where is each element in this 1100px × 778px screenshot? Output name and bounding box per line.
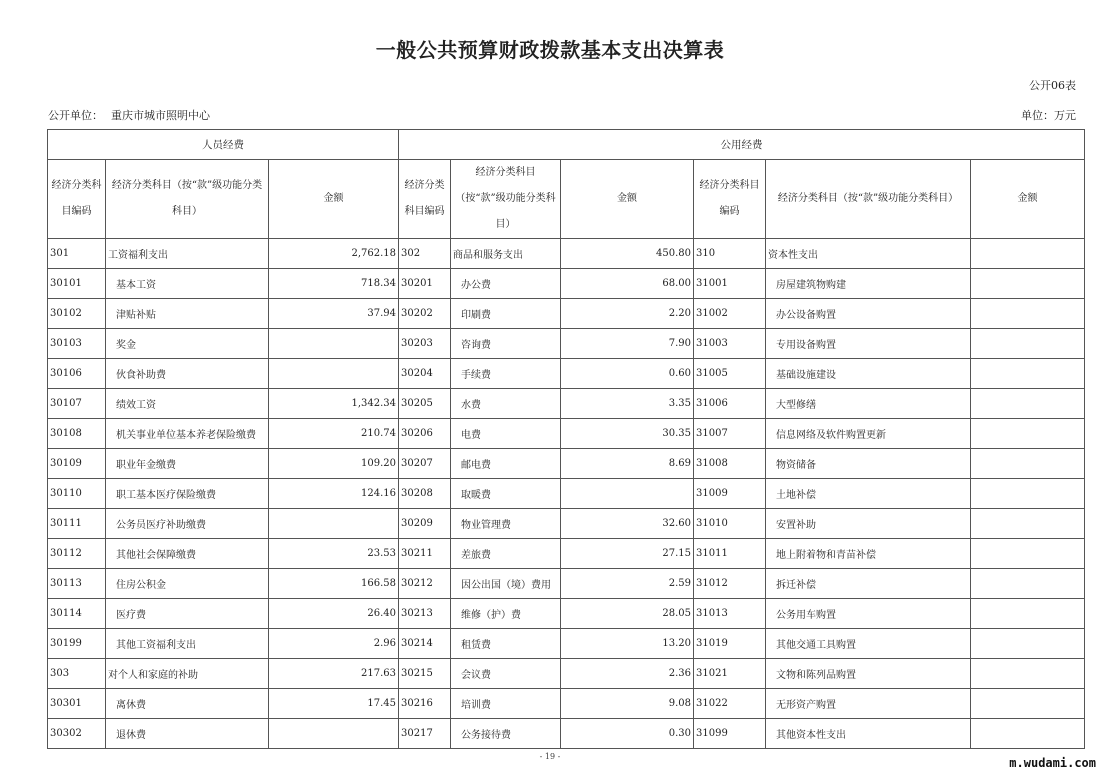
cell-goods-amount: 0.60 [561, 359, 694, 389]
table-row [48, 539, 1085, 569]
cell-personnel-name: 公务员医疗补助缴费 [106, 509, 269, 539]
cell-goods-amount: 2.59 [561, 569, 694, 599]
col-header-capital-amount: 金额 [971, 160, 1085, 239]
cell-goods-code: 30212 [399, 569, 451, 599]
cell-goods-name: 手续费 [451, 359, 561, 389]
cell-capital-name: 土地补偿 [766, 479, 971, 509]
cell-capital-name: 无形资产购置 [766, 689, 971, 719]
cell-capital-code: 31003 [694, 329, 766, 359]
cell-goods-amount: 68.00 [561, 269, 694, 299]
cell-goods-name: 水费 [451, 389, 561, 419]
cell-personnel-code: 30103 [48, 329, 106, 359]
cell-personnel-name: 伙食补助费 [106, 359, 269, 389]
cell-capital-name: 其他交通工具购置 [766, 629, 971, 659]
col-header-capital-name: 经济分类科目（按“款”级功能分类科目） [766, 160, 971, 239]
currency-unit: 单位：万元 [1021, 109, 1076, 122]
cell-personnel-code: 303 [48, 659, 106, 689]
cell-personnel-name: 离休费 [106, 689, 269, 719]
col-header-capital-code: 经济分类科目编码 [694, 160, 766, 239]
cell-capital-name: 房屋建筑物购建 [766, 269, 971, 299]
cell-capital-code: 31012 [694, 569, 766, 599]
cell-personnel-amount [269, 329, 399, 359]
reporting-unit [48, 107, 218, 123]
table-row [48, 629, 1085, 659]
cell-goods-code: 30207 [399, 449, 451, 479]
cell-goods-code: 30211 [399, 539, 451, 569]
table-row [48, 359, 1085, 389]
cell-capital-code: 31019 [694, 629, 766, 659]
cell-personnel-code: 30109 [48, 449, 106, 479]
cell-goods-name: 商品和服务支出 [451, 239, 561, 269]
cell-personnel-name: 其他工资福利支出 [106, 629, 269, 659]
cell-capital-name: 大型修缮 [766, 389, 971, 419]
cell-personnel-name: 津贴补贴 [106, 299, 269, 329]
cell-personnel-name: 奖金 [106, 329, 269, 359]
cell-goods-name: 办公费 [451, 269, 561, 299]
cell-capital-amount [971, 389, 1085, 419]
cell-goods-amount: 2.36 [561, 659, 694, 689]
cell-capital-amount [971, 689, 1085, 719]
cell-personnel-code: 30107 [48, 389, 106, 419]
cell-capital-name: 基础设施建设 [766, 359, 971, 389]
cell-goods-amount [561, 479, 694, 509]
cell-capital-code: 31099 [694, 719, 766, 749]
cell-capital-name: 信息网络及软件购置更新 [766, 419, 971, 449]
table-row [48, 569, 1085, 599]
cell-goods-name: 咨询费 [451, 329, 561, 359]
cell-capital-code: 31001 [694, 269, 766, 299]
page-title: 一般公共预算财政拨款基本支出决算表 [375, 38, 725, 62]
cell-capital-amount [971, 329, 1085, 359]
cell-goods-code: 30209 [399, 509, 451, 539]
cell-personnel-name: 退休费 [106, 719, 269, 749]
cell-capital-code: 31009 [694, 479, 766, 509]
cell-capital-name: 安置补助 [766, 509, 971, 539]
cell-goods-code: 30204 [399, 359, 451, 389]
cell-personnel-code: 30302 [48, 719, 106, 749]
table-row [48, 599, 1085, 629]
cell-capital-amount [971, 599, 1085, 629]
cell-goods-amount: 32.60 [561, 509, 694, 539]
cell-goods-amount: 2.20 [561, 299, 694, 329]
table-row [48, 299, 1085, 329]
cell-personnel-name: 对个人和家庭的补助 [106, 659, 269, 689]
cell-capital-amount [971, 449, 1085, 479]
cell-personnel-code: 30112 [48, 539, 106, 569]
cell-goods-code: 30214 [399, 629, 451, 659]
cell-personnel-amount: 2,762.18 [269, 239, 399, 269]
cell-capital-code: 31002 [694, 299, 766, 329]
cell-goods-code: 302 [399, 239, 451, 269]
cell-personnel-name: 其他社会保障缴费 [106, 539, 269, 569]
cell-capital-name: 其他资本性支出 [766, 719, 971, 749]
cell-personnel-name: 医疗费 [106, 599, 269, 629]
cell-goods-name: 培训费 [451, 689, 561, 719]
page-number: - 19 - [539, 752, 561, 761]
cell-personnel-code: 30101 [48, 269, 106, 299]
table-row [48, 689, 1085, 719]
cell-personnel-amount: 210.74 [269, 419, 399, 449]
cell-personnel-name: 工资福利支出 [106, 239, 269, 269]
cell-personnel-amount: 166.58 [269, 569, 399, 599]
col-header-personnel-amount: 金额 [269, 160, 399, 239]
cell-personnel-code: 30114 [48, 599, 106, 629]
cell-personnel-amount [269, 359, 399, 389]
cell-capital-code: 31010 [694, 509, 766, 539]
cell-capital-name: 公务用车购置 [766, 599, 971, 629]
cell-capital-code: 310 [694, 239, 766, 269]
cell-goods-name: 邮电费 [451, 449, 561, 479]
cell-personnel-amount: 217.63 [269, 659, 399, 689]
col-header-goods-code: 经济分类科目编码 [399, 160, 451, 239]
cell-capital-name: 物资储备 [766, 449, 971, 479]
cell-personnel-name: 职工基本医疗保险缴费 [106, 479, 269, 509]
col-header-goods-amount: 金额 [561, 160, 694, 239]
col-header-personnel-code: 经济分类科目编码 [48, 160, 106, 239]
cell-goods-code: 30206 [399, 419, 451, 449]
cell-personnel-code: 30108 [48, 419, 106, 449]
table-row [48, 479, 1085, 509]
column-header-row [48, 160, 1085, 239]
cell-goods-name: 印刷费 [451, 299, 561, 329]
cell-personnel-code: 30110 [48, 479, 106, 509]
cell-capital-amount [971, 419, 1085, 449]
cell-capital-amount [971, 299, 1085, 329]
table-row [48, 269, 1085, 299]
cell-goods-amount: 3.35 [561, 389, 694, 419]
cell-goods-code: 30202 [399, 299, 451, 329]
table-row [48, 239, 1085, 269]
cell-personnel-name: 职业年金缴费 [106, 449, 269, 479]
cell-personnel-amount: 26.40 [269, 599, 399, 629]
cell-personnel-code: 301 [48, 239, 106, 269]
cell-personnel-code: 30113 [48, 569, 106, 599]
col-header-goods-name: 经济分类科目（按“款”级功能分类科目） [451, 160, 561, 239]
cell-goods-amount: 13.20 [561, 629, 694, 659]
cell-personnel-amount: 17.45 [269, 689, 399, 719]
cell-goods-amount: 30.35 [561, 419, 694, 449]
group-public: 公用经费 [399, 130, 1085, 160]
cell-goods-name: 物业管理费 [451, 509, 561, 539]
table-row [48, 389, 1085, 419]
cell-capital-code: 31021 [694, 659, 766, 689]
table-row [48, 449, 1085, 479]
reporting-unit-label: 公开单位： [48, 109, 103, 122]
cell-capital-code: 31006 [694, 389, 766, 419]
cell-personnel-name: 基本工资 [106, 269, 269, 299]
cell-personnel-amount [269, 719, 399, 749]
cell-goods-name: 因公出国（境）费用 [451, 569, 561, 599]
cell-personnel-code: 30199 [48, 629, 106, 659]
cell-capital-code: 31022 [694, 689, 766, 719]
cell-personnel-amount: 109.20 [269, 449, 399, 479]
cell-goods-name: 维修（护）费 [451, 599, 561, 629]
cell-personnel-amount: 718.34 [269, 269, 399, 299]
cell-capital-amount [971, 629, 1085, 659]
group-personnel: 人员经费 [48, 130, 399, 160]
cell-goods-name: 差旅费 [451, 539, 561, 569]
cell-capital-amount [971, 569, 1085, 599]
cell-capital-code: 31013 [694, 599, 766, 629]
cell-goods-amount: 9.08 [561, 689, 694, 719]
cell-capital-name: 资本性支出 [766, 239, 971, 269]
reporting-unit-name: 重庆市城市照明中心 [111, 109, 210, 122]
table-row [48, 509, 1085, 539]
cell-capital-name: 文物和陈列品购置 [766, 659, 971, 689]
cell-capital-code: 31005 [694, 359, 766, 389]
col-header-personnel-name: 经济分类科目（按“款”级功能分类科目） [106, 160, 269, 239]
cell-goods-name: 租赁费 [451, 629, 561, 659]
cell-personnel-amount: 23.53 [269, 539, 399, 569]
table-row [48, 659, 1085, 689]
cell-capital-amount [971, 359, 1085, 389]
cell-goods-name: 取暖费 [451, 479, 561, 509]
cell-capital-amount [971, 659, 1085, 689]
cell-goods-amount: 27.15 [561, 539, 694, 569]
group-header-row [48, 130, 1085, 160]
cell-personnel-amount: 37.94 [269, 299, 399, 329]
form-number: 公开06表 [1029, 79, 1076, 92]
cell-personnel-code: 30111 [48, 509, 106, 539]
cell-goods-code: 30201 [399, 269, 451, 299]
cell-personnel-code: 30106 [48, 359, 106, 389]
cell-goods-name: 会议费 [451, 659, 561, 689]
cell-goods-code: 30203 [399, 329, 451, 359]
expenditure-table [47, 129, 1085, 749]
cell-capital-name: 专用设备购置 [766, 329, 971, 359]
cell-personnel-amount: 2.96 [269, 629, 399, 659]
table-row [48, 419, 1085, 449]
cell-goods-amount: 8.69 [561, 449, 694, 479]
cell-goods-code: 30217 [399, 719, 451, 749]
watermark: m.wudami.com [1009, 756, 1096, 770]
cell-capital-amount [971, 719, 1085, 749]
cell-personnel-amount: 1,342.34 [269, 389, 399, 419]
cell-capital-name: 办公设备购置 [766, 299, 971, 329]
cell-capital-amount [971, 509, 1085, 539]
table-row [48, 719, 1085, 749]
cell-goods-amount: 0.30 [561, 719, 694, 749]
cell-goods-amount: 450.80 [561, 239, 694, 269]
cell-goods-code: 30213 [399, 599, 451, 629]
cell-capital-amount [971, 269, 1085, 299]
cell-capital-name: 拆迁补偿 [766, 569, 971, 599]
table-row [48, 329, 1085, 359]
cell-capital-amount [971, 239, 1085, 269]
cell-goods-code: 30216 [399, 689, 451, 719]
cell-personnel-code: 30301 [48, 689, 106, 719]
cell-personnel-name: 住房公积金 [106, 569, 269, 599]
cell-goods-name: 公务接待费 [451, 719, 561, 749]
cell-goods-amount: 7.90 [561, 329, 694, 359]
cell-capital-code: 31007 [694, 419, 766, 449]
cell-goods-code: 30215 [399, 659, 451, 689]
cell-goods-name: 电费 [451, 419, 561, 449]
cell-capital-name: 地上附着物和青苗补偿 [766, 539, 971, 569]
cell-personnel-code: 30102 [48, 299, 106, 329]
cell-goods-code: 30205 [399, 389, 451, 419]
cell-capital-code: 31011 [694, 539, 766, 569]
cell-personnel-name: 绩效工资 [106, 389, 269, 419]
cell-capital-amount [971, 539, 1085, 569]
cell-goods-amount: 28.05 [561, 599, 694, 629]
cell-personnel-amount: 124.16 [269, 479, 399, 509]
cell-personnel-name: 机关事业单位基本养老保险缴费 [106, 419, 269, 449]
cell-personnel-amount [269, 509, 399, 539]
cell-capital-code: 31008 [694, 449, 766, 479]
cell-goods-code: 30208 [399, 479, 451, 509]
cell-capital-amount [971, 479, 1085, 509]
